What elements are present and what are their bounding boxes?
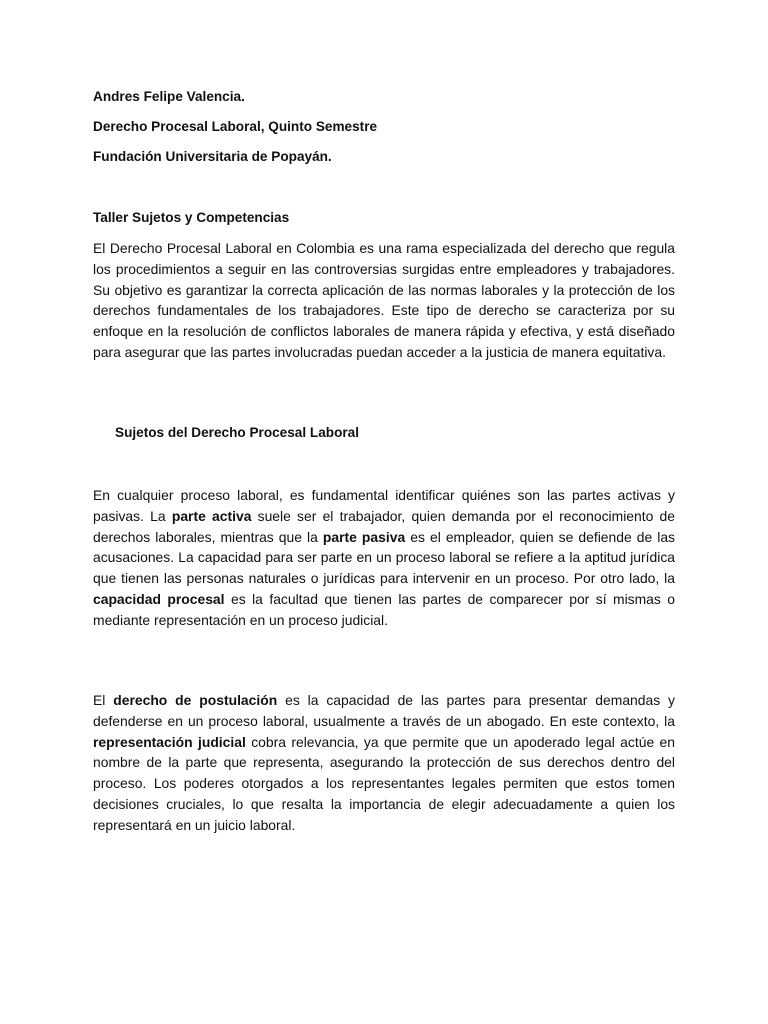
postulation-text-3: cobra relevancia, ya que permite que un apoderado legal actúe en nombre de la parte que representa, asegurando la protección de sus derechos dentro del proceso. Los poderes otorgados a los representantes legales permiten que estos tomen decisiones cruciales, lo que resalta la importancia de elegir adecuadamente a quien los representará en un juicio laboral. bbox=[93, 733, 676, 833]
parties-text-4: es la facultad que tienen las partes de comparecer por sí mismas o mediante representación en un proceso judicial. bbox=[93, 590, 676, 628]
postulation-text-2: es la capacidad de las partes para presentar demandas y defenderse en un proceso laboral, usualmente a través de un abogado. En este contexto, la bbox=[93, 692, 675, 729]
derecho-postulacion-term: derecho de postulación bbox=[113, 692, 278, 708]
course-name: Derecho Procesal Laboral, Quinto Semestre bbox=[93, 119, 378, 134]
parties-text-1: En cualquier proceso laboral, es fundamental identificar quiénes son las partes activas y pasivas. La bbox=[93, 487, 675, 524]
parte-pasiva-term: parte pasiva bbox=[322, 528, 406, 545]
document-title: Taller Sujetos y Competencias bbox=[93, 210, 290, 225]
postulation-paragraph bbox=[93, 690, 675, 836]
author-name: Andres Felipe Valencia. bbox=[93, 89, 245, 104]
section-heading: Sujetos del Derecho Procesal Laboral bbox=[115, 425, 360, 440]
postulation-text-1: El bbox=[93, 692, 114, 708]
representacion-judicial-term: representación judicial bbox=[93, 733, 246, 750]
parties-paragraph bbox=[93, 485, 675, 631]
parte-activa-term: parte activa bbox=[171, 507, 252, 524]
intro-paragraph: El Derecho Procesal Laboral en Colombia es una rama especializada del derecho que regula los procedimientos a seguir en las controversias surgidas entre empleadores y trabajadores. Su objetivo es garantizar la correcta aplicación de las normas laborales y la protección de los derechos fundamentales de los trabajadores. Este tipo de derecho se caracteriza por su enfoque en la resolución de conflictos laborales de manera rápida y efectiva, y está diseñado para asegurar que las partes involucradas puedan acceder a la justicia de manera equitativa. bbox=[93, 240, 675, 360]
institution-name: Fundación Universitaria de Popayán. bbox=[93, 149, 332, 164]
capacidad-procesal-term: capacidad procesal bbox=[93, 590, 225, 607]
parties-text-2: suele ser el trabajador, quien demanda por el reconocimiento de derechos laborales, mientras que la bbox=[93, 507, 675, 545]
parties-text-3: es el empleador, quien se defiende de las acusaciones. La capacidad para ser parte en un proceso laboral se refiere a la aptitud jurídica que tienen las personas naturales o jurídicas para intervenir en un proceso. Por otro lado, la bbox=[93, 528, 676, 587]
